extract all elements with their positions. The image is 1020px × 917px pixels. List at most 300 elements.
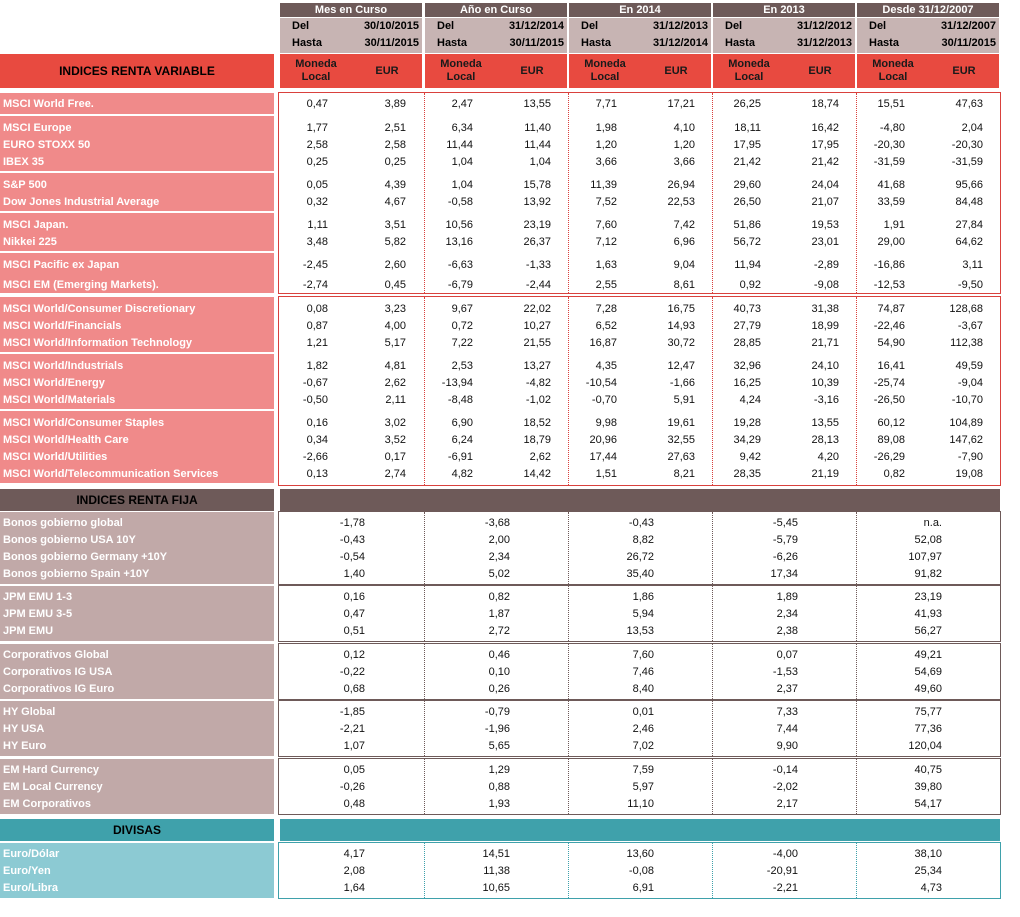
period-title: Desde 31/12/2007 bbox=[857, 3, 999, 17]
value-cell: 0,45 bbox=[384, 279, 406, 291]
local-currency-label: Moneda Local bbox=[295, 58, 337, 83]
value-cell: 20,96 bbox=[589, 434, 617, 446]
to-date: 31/12/2013 bbox=[796, 37, 852, 49]
value-cell: 1,40 bbox=[343, 568, 365, 580]
value-cell: 60,12 bbox=[877, 417, 905, 429]
period-dates bbox=[280, 18, 422, 53]
value-cell: 4,35 bbox=[595, 360, 617, 372]
value-cell: 16,41 bbox=[877, 360, 905, 372]
value-cell: -2,89 bbox=[813, 259, 839, 271]
value-cell: -0,43 bbox=[339, 534, 365, 546]
value-cell: 2,47 bbox=[451, 98, 473, 110]
value-cell: 40,73 bbox=[733, 303, 761, 315]
value-cell: 13,16 bbox=[445, 236, 473, 248]
from-label: Del bbox=[581, 20, 599, 32]
period-to-row bbox=[857, 35, 999, 52]
row-label bbox=[0, 566, 274, 583]
value-cell: 24,10 bbox=[811, 360, 839, 372]
index-name: MSCI World Free. bbox=[3, 98, 94, 110]
row-label bbox=[0, 779, 274, 796]
value-cell: 21,07 bbox=[811, 196, 839, 208]
value-cell: 1,87 bbox=[488, 608, 510, 620]
value-cell: 3,48 bbox=[306, 236, 328, 248]
value-cell: 2,74 bbox=[384, 468, 406, 480]
value-cell: 6,24 bbox=[451, 434, 473, 446]
value-cell: 89,08 bbox=[877, 434, 905, 446]
row-label bbox=[0, 846, 274, 863]
row-label bbox=[0, 358, 274, 375]
currency-header bbox=[857, 54, 999, 88]
value-cell: 15,51 bbox=[877, 98, 905, 110]
value-cell: 1,07 bbox=[343, 740, 365, 752]
value-cell: 2,46 bbox=[632, 723, 654, 735]
value-cell: -6,63 bbox=[447, 259, 473, 271]
value-cell: 2,58 bbox=[384, 139, 406, 151]
row-label bbox=[0, 681, 274, 698]
row-label bbox=[0, 137, 274, 154]
column-divider bbox=[568, 93, 569, 293]
value-cell: -0,22 bbox=[339, 666, 365, 678]
row-label bbox=[0, 762, 274, 779]
period-dates bbox=[857, 18, 999, 53]
value-cell: 6,52 bbox=[595, 320, 617, 332]
value-cell: 39,80 bbox=[914, 781, 942, 793]
value-cell: n.a. bbox=[923, 517, 942, 529]
value-cell: -1,53 bbox=[772, 666, 798, 678]
value-cell: 0,10 bbox=[488, 666, 510, 678]
value-cell: -20,30 bbox=[951, 139, 983, 151]
value-cell: 7,22 bbox=[451, 337, 473, 349]
value-cell: 2,00 bbox=[488, 534, 510, 546]
column-divider bbox=[568, 297, 569, 485]
value-cell: 17,95 bbox=[733, 139, 761, 151]
value-cell: 2,08 bbox=[343, 865, 365, 877]
value-cell: 22,53 bbox=[667, 196, 695, 208]
value-cell: 1,89 bbox=[776, 591, 798, 603]
value-cell: 0,92 bbox=[739, 279, 761, 291]
row-label bbox=[0, 120, 274, 137]
value-cell: -2,44 bbox=[525, 279, 551, 291]
value-cell: -0,26 bbox=[339, 781, 365, 793]
from-date: 31/12/2012 bbox=[796, 20, 852, 32]
index-name: HY USA bbox=[3, 723, 45, 735]
value-cell: 2,58 bbox=[306, 139, 328, 151]
value-cell: 4,73 bbox=[920, 882, 942, 894]
value-cell: 0,47 bbox=[306, 98, 328, 110]
column-divider bbox=[856, 759, 857, 814]
column-divider bbox=[856, 586, 857, 641]
value-cell: 1,04 bbox=[529, 156, 551, 168]
period-title: Año en Curso bbox=[425, 3, 567, 17]
currency-header bbox=[280, 54, 422, 88]
value-cell: 0,12 bbox=[343, 649, 365, 661]
value-cell: 2,62 bbox=[384, 377, 406, 389]
index-name: S&P 500 bbox=[3, 179, 47, 191]
value-cell: 25,34 bbox=[914, 865, 942, 877]
value-cell: 1,21 bbox=[306, 337, 328, 349]
value-cell: 0,16 bbox=[306, 417, 328, 429]
value-cell: 120,04 bbox=[908, 740, 942, 752]
value-cell: 23,19 bbox=[523, 219, 551, 231]
value-cell: 38,10 bbox=[914, 848, 942, 860]
index-name: EM Hard Currency bbox=[3, 764, 99, 776]
value-cell: 6,34 bbox=[451, 122, 473, 134]
value-cell: 9,98 bbox=[595, 417, 617, 429]
value-cell: 8,40 bbox=[632, 683, 654, 695]
value-cell: 3,66 bbox=[595, 156, 617, 168]
column-divider bbox=[424, 512, 425, 584]
value-cell: 0,82 bbox=[488, 591, 510, 603]
from-date: 31/12/2014 bbox=[508, 20, 564, 32]
row-label bbox=[0, 375, 274, 392]
value-cell: 26,72 bbox=[626, 551, 654, 563]
value-cell: 3,51 bbox=[384, 219, 406, 231]
value-cell: 56,27 bbox=[914, 625, 942, 637]
section-header-bar bbox=[280, 819, 1000, 841]
value-cell: 5,94 bbox=[632, 608, 654, 620]
value-cell: 1,29 bbox=[488, 764, 510, 776]
value-cell: 47,63 bbox=[955, 98, 983, 110]
period-title: En 2013 bbox=[713, 3, 855, 17]
period-dates bbox=[425, 18, 567, 53]
value-cell: 7,71 bbox=[595, 98, 617, 110]
column-divider bbox=[712, 759, 713, 814]
value-cell: 29,00 bbox=[877, 236, 905, 248]
to-date: 30/11/2015 bbox=[364, 37, 419, 49]
value-cell: 49,21 bbox=[914, 649, 942, 661]
column-divider bbox=[424, 93, 425, 293]
value-cell: 19,28 bbox=[733, 417, 761, 429]
value-cell: -2,21 bbox=[339, 723, 365, 735]
value-cell: -9,04 bbox=[957, 377, 983, 389]
index-name: MSCI World/Energy bbox=[3, 377, 105, 389]
value-cell: -26,29 bbox=[873, 451, 905, 463]
value-cell: 84,48 bbox=[955, 196, 983, 208]
currency-header bbox=[425, 54, 567, 88]
value-cell: -2,02 bbox=[772, 781, 798, 793]
value-cell: 10,65 bbox=[482, 882, 510, 894]
column-divider bbox=[424, 586, 425, 641]
value-cell: 3,23 bbox=[384, 303, 406, 315]
value-cell: 41,68 bbox=[877, 179, 905, 191]
value-cell: 0,25 bbox=[306, 156, 328, 168]
value-cell: 1,63 bbox=[595, 259, 617, 271]
index-name: MSCI World/Financials bbox=[3, 320, 122, 332]
value-cell: 18,99 bbox=[811, 320, 839, 332]
value-cell: 6,90 bbox=[451, 417, 473, 429]
column-divider bbox=[424, 644, 425, 699]
value-cell: -8,48 bbox=[447, 394, 473, 406]
to-date: 31/12/2014 bbox=[652, 37, 708, 49]
index-name: MSCI World/Health Care bbox=[3, 434, 129, 446]
value-cell: 30,72 bbox=[667, 337, 695, 349]
value-cell: 13,55 bbox=[811, 417, 839, 429]
from-date: 31/12/2013 bbox=[652, 20, 708, 32]
value-cell: 0,25 bbox=[384, 156, 406, 168]
period-to-row bbox=[425, 35, 567, 52]
value-cell: 7,02 bbox=[632, 740, 654, 752]
eur-label: EUR bbox=[952, 65, 976, 77]
value-cell: 9,42 bbox=[739, 451, 761, 463]
value-cell: 2,11 bbox=[385, 394, 406, 406]
value-cell: 7,60 bbox=[632, 649, 654, 661]
index-name: JPM EMU 3-5 bbox=[3, 608, 73, 620]
value-cell: 1,98 bbox=[595, 122, 617, 134]
row-label bbox=[0, 449, 274, 466]
value-cell: 0,47 bbox=[343, 608, 365, 620]
value-cell: 9,90 bbox=[776, 740, 798, 752]
value-cell: 0,88 bbox=[488, 781, 510, 793]
local-currency-label: Moneda Local bbox=[728, 58, 770, 83]
value-cell: 23,01 bbox=[811, 236, 839, 248]
value-cell: -1,66 bbox=[669, 377, 695, 389]
value-cell: 0,05 bbox=[306, 179, 328, 191]
value-cell: -25,74 bbox=[873, 377, 905, 389]
value-cell: 3,89 bbox=[384, 98, 406, 110]
column-divider bbox=[712, 644, 713, 699]
value-cell: 28,13 bbox=[811, 434, 839, 446]
value-cell: 33,59 bbox=[877, 196, 905, 208]
value-cell: 0,32 bbox=[306, 196, 328, 208]
value-cell: 13,60 bbox=[626, 848, 654, 860]
value-cell: 11,44 bbox=[524, 139, 551, 151]
value-cell: 7,52 bbox=[595, 196, 617, 208]
value-cell: -6,79 bbox=[447, 279, 473, 291]
value-cell: 0,05 bbox=[343, 764, 365, 776]
value-cell: 34,29 bbox=[733, 434, 761, 446]
value-cell: 4,67 bbox=[384, 196, 406, 208]
value-cell: 29,60 bbox=[733, 179, 761, 191]
value-cell: -3,68 bbox=[484, 517, 510, 529]
period-dates bbox=[569, 18, 711, 53]
index-name: MSCI World/Consumer Discretionary bbox=[3, 303, 196, 315]
value-cell: 2,53 bbox=[451, 360, 473, 372]
index-name: EM Local Currency bbox=[3, 781, 103, 793]
value-cell: 28,35 bbox=[733, 468, 761, 480]
value-cell: 7,46 bbox=[632, 666, 654, 678]
value-cell: -4,80 bbox=[879, 122, 905, 134]
value-cell: 14,51 bbox=[482, 848, 510, 860]
value-cell: 2,17 bbox=[776, 798, 798, 810]
value-cell: -31,59 bbox=[873, 156, 905, 168]
value-cell: -2,21 bbox=[772, 882, 798, 894]
value-cell: -1,96 bbox=[484, 723, 510, 735]
value-cell: 10,56 bbox=[445, 219, 473, 231]
value-cell: 49,59 bbox=[955, 360, 983, 372]
index-name: Euro/Libra bbox=[3, 882, 59, 894]
value-cell: -20,91 bbox=[766, 865, 798, 877]
value-cell: 147,62 bbox=[949, 434, 983, 446]
index-name: MSCI Pacific ex Japan bbox=[3, 259, 120, 271]
row-label bbox=[0, 532, 274, 549]
column-divider bbox=[712, 843, 713, 898]
column-divider bbox=[424, 701, 425, 756]
column-divider bbox=[712, 512, 713, 584]
local-currency-label: Moneda Local bbox=[584, 58, 626, 83]
eur-label: EUR bbox=[375, 65, 399, 77]
value-cell: 49,60 bbox=[914, 683, 942, 695]
period-from-row bbox=[713, 18, 855, 35]
value-cell: 104,89 bbox=[949, 417, 983, 429]
value-cell: -2,45 bbox=[302, 259, 328, 271]
index-name: EURO STOXX 50 bbox=[3, 139, 91, 151]
value-cell: -5,45 bbox=[772, 517, 798, 529]
value-cell: 2,34 bbox=[488, 551, 510, 563]
index-name: Dow Jones Industrial Average bbox=[3, 196, 160, 208]
eur-label: EUR bbox=[520, 65, 544, 77]
value-cell: 1,20 bbox=[595, 139, 617, 151]
value-cell: -0,50 bbox=[302, 394, 328, 406]
value-cell: 6,96 bbox=[673, 236, 695, 248]
column-divider bbox=[568, 512, 569, 584]
value-cell: 10,27 bbox=[523, 320, 551, 332]
value-cell: 14,42 bbox=[523, 468, 551, 480]
value-cell: 10,39 bbox=[811, 377, 839, 389]
row-label bbox=[0, 515, 274, 532]
value-cell: 5,91 bbox=[673, 394, 695, 406]
period-title: Mes en Curso bbox=[280, 3, 422, 17]
row-label bbox=[0, 796, 274, 813]
value-cell: 3,11 bbox=[962, 259, 983, 271]
column-divider bbox=[424, 759, 425, 814]
row-label bbox=[0, 721, 274, 738]
value-cell: -0,67 bbox=[302, 377, 328, 389]
value-cell: 26,25 bbox=[733, 98, 761, 110]
value-cell: 1,64 bbox=[343, 882, 365, 894]
value-cell: -10,70 bbox=[951, 394, 983, 406]
value-cell: 18,52 bbox=[523, 417, 551, 429]
value-cell: 0,82 bbox=[883, 468, 905, 480]
value-cell: -10,54 bbox=[585, 377, 617, 389]
index-name: Bonos gobierno Spain +10Y bbox=[3, 568, 150, 580]
row-label bbox=[0, 177, 274, 194]
value-cell: 1,77 bbox=[306, 122, 328, 134]
value-cell: 13,53 bbox=[626, 625, 654, 637]
row-label bbox=[0, 257, 274, 274]
value-cell: 7,12 bbox=[595, 236, 617, 248]
column-divider bbox=[568, 843, 569, 898]
value-cell: 0,72 bbox=[451, 320, 473, 332]
value-cell: -4,00 bbox=[772, 848, 798, 860]
value-cell: 31,38 bbox=[811, 303, 839, 315]
value-cell: 64,62 bbox=[955, 236, 983, 248]
value-cell: 5,02 bbox=[488, 568, 510, 580]
to-label: Hasta bbox=[869, 37, 899, 49]
period-to-row bbox=[569, 35, 711, 52]
column-divider bbox=[856, 512, 857, 584]
period-dates bbox=[713, 18, 855, 53]
row-label bbox=[0, 217, 274, 234]
value-cell: 0,46 bbox=[488, 649, 510, 661]
value-cell: 8,21 bbox=[673, 468, 695, 480]
value-cell: 0,26 bbox=[488, 683, 510, 695]
value-cell: 2,51 bbox=[384, 122, 406, 134]
value-cell: -0,14 bbox=[772, 764, 798, 776]
value-cell: 4,10 bbox=[673, 122, 695, 134]
value-cell: 128,68 bbox=[949, 303, 983, 315]
to-label: Hasta bbox=[437, 37, 467, 49]
column-divider bbox=[712, 586, 713, 641]
value-cell: 4,24 bbox=[739, 394, 761, 406]
row-label bbox=[0, 392, 274, 409]
value-cell: -20,30 bbox=[873, 139, 905, 151]
to-label: Hasta bbox=[725, 37, 755, 49]
value-cell: 16,75 bbox=[667, 303, 695, 315]
value-cell: 5,82 bbox=[384, 236, 406, 248]
row-label bbox=[0, 154, 274, 171]
value-cell: 2,72 bbox=[488, 625, 510, 637]
value-cell: 1,04 bbox=[451, 156, 473, 168]
column-divider bbox=[568, 759, 569, 814]
value-cell: 0,17 bbox=[384, 451, 406, 463]
value-cell: -6,91 bbox=[447, 451, 473, 463]
value-cell: 24,04 bbox=[811, 179, 839, 191]
eur-label: EUR bbox=[808, 65, 832, 77]
value-cell: 32,55 bbox=[667, 434, 695, 446]
value-cell: 0,16 bbox=[343, 591, 365, 603]
value-cell: 21,42 bbox=[811, 156, 839, 168]
value-cell: 17,95 bbox=[811, 139, 839, 151]
index-name: Bonos gobierno global bbox=[3, 517, 123, 529]
row-label bbox=[0, 606, 274, 623]
value-cell: 1,82 bbox=[306, 360, 328, 372]
value-cell: -1,33 bbox=[525, 259, 551, 271]
value-cell: 52,08 bbox=[914, 534, 942, 546]
value-cell: 1,51 bbox=[595, 468, 617, 480]
to-date: 30/11/2015 bbox=[509, 37, 564, 49]
value-cell: 21,42 bbox=[733, 156, 761, 168]
value-cell: 11,38 bbox=[483, 865, 510, 877]
index-name: Nikkei 225 bbox=[3, 236, 57, 248]
value-cell: 13,55 bbox=[523, 98, 551, 110]
index-name: MSCI World/Industrials bbox=[3, 360, 124, 372]
row-label bbox=[0, 301, 274, 318]
value-cell: 14,93 bbox=[667, 320, 695, 332]
column-divider bbox=[568, 644, 569, 699]
value-cell: -3,16 bbox=[813, 394, 839, 406]
from-label: Del bbox=[437, 20, 455, 32]
value-cell: 32,96 bbox=[733, 360, 761, 372]
column-divider bbox=[856, 701, 857, 756]
value-cell: 1,04 bbox=[451, 179, 473, 191]
value-cell: 7,59 bbox=[632, 764, 654, 776]
index-name: EM Corporativos bbox=[3, 798, 92, 810]
value-cell: 0,01 bbox=[632, 706, 654, 718]
value-cell: 56,72 bbox=[733, 236, 761, 248]
value-cell: 8,61 bbox=[673, 279, 695, 291]
value-cell: 107,97 bbox=[908, 551, 942, 563]
from-label: Del bbox=[725, 20, 743, 32]
value-cell: -0,08 bbox=[628, 865, 654, 877]
value-cell: 1,93 bbox=[488, 798, 510, 810]
from-label: Del bbox=[869, 20, 887, 32]
value-cell: 4,00 bbox=[384, 320, 406, 332]
value-cell: -2,74 bbox=[302, 279, 328, 291]
value-cell: 27,79 bbox=[733, 320, 761, 332]
index-name: MSCI World/Utilities bbox=[3, 451, 108, 463]
value-cell: 16,42 bbox=[811, 122, 839, 134]
period-from-row bbox=[569, 18, 711, 35]
value-cell: 0,87 bbox=[306, 320, 328, 332]
period-from-row bbox=[857, 18, 999, 35]
value-cell: 0,34 bbox=[306, 434, 328, 446]
value-cell: 5,97 bbox=[632, 781, 654, 793]
value-cell: 0,48 bbox=[343, 798, 365, 810]
value-cell: 2,37 bbox=[776, 683, 798, 695]
value-cell: 15,78 bbox=[523, 179, 551, 191]
value-cell: 2,62 bbox=[529, 451, 551, 463]
value-cell: 54,90 bbox=[877, 337, 905, 349]
